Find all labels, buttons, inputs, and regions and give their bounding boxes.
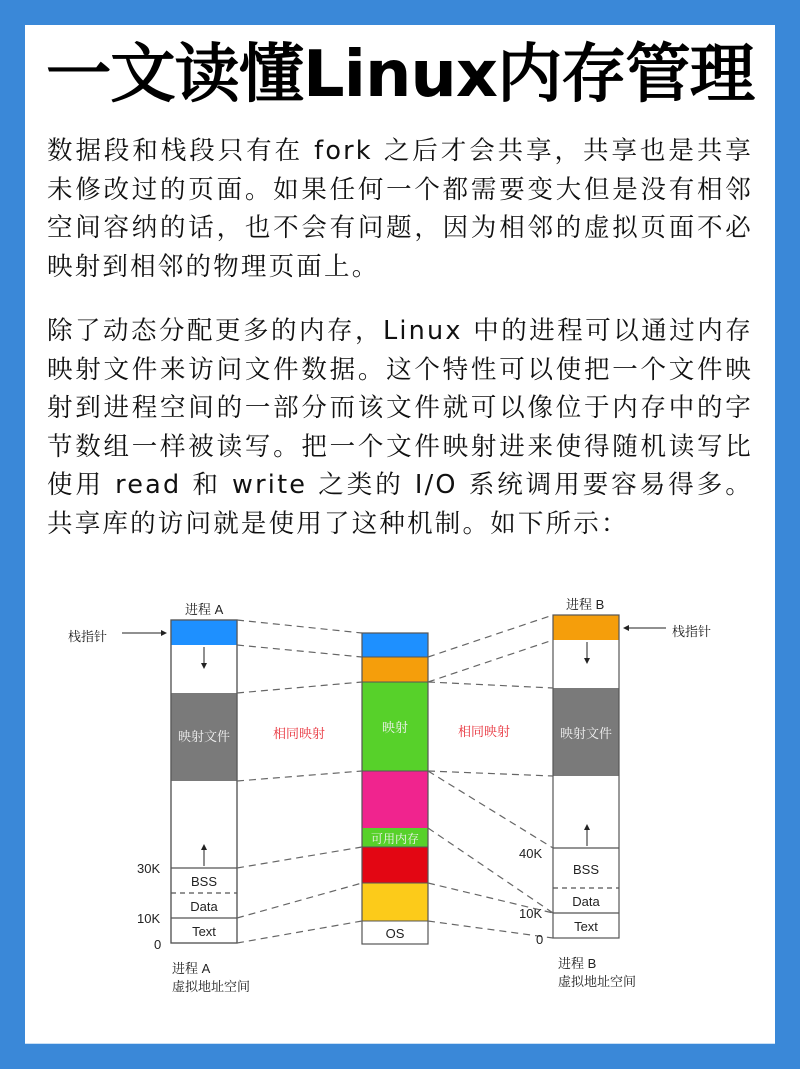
process-a-column (122, 620, 237, 943)
process-b-column (553, 615, 666, 938)
process-b-addr-0: 0 (536, 932, 544, 947)
same-mapping-right: 相同映射 (458, 724, 511, 739)
physical-mapping-label: 映射 (381, 720, 408, 735)
paragraph-2: 除了动态分配更多的内存，Linux 中的进程可以通过内存映射文件来访问文件数据。这个特性可以使把一个文件映射到进程空间的一部分而该文件就可以像位于内存中的字节数组一样被读写。把一个文件映射进来使得随机读写比使用 read 和 write 之类的 I/O 系统调用要容易得多。共享库的访问就是使用了这种机制。如下所示： (47, 316, 753, 539)
page-title: 一文读懂Linux内存管理 (45, 38, 755, 112)
connectors-b (428, 615, 553, 938)
paragraph-1: 数据段和栈段只有在 fork 之后才会共享，共享也是共享未修改过的页面。如果任何一个都需要变大但是没有相邻空间容纳的话，也不会有问题，因为相邻的虚拟页面不必映射到相邻的物理页面上。 (47, 136, 753, 282)
process-a-stack-pointer-label: 栈指针 (68, 629, 108, 644)
physical-memory-column (362, 633, 428, 944)
process-b-data: Data (572, 894, 600, 909)
process-b-caption-1: 进程 B (558, 956, 597, 971)
process-a-caption-1: 进程 A (172, 961, 211, 976)
process-b-addr-10k: 10K (519, 906, 543, 921)
process-a-text: Text (192, 924, 216, 939)
os-label: OS (385, 926, 405, 941)
process-b-caption-2: 虚拟地址空间 (558, 974, 637, 989)
process-b-mapped-file: 映射文件 (559, 726, 612, 741)
process-a-addr-30k: 30K (137, 861, 161, 876)
process-b-addr-40k: 40K (519, 846, 543, 861)
process-a-addr-0: 0 (154, 937, 162, 952)
process-a-mapped-file: 映射文件 (177, 729, 230, 744)
free-memory-label: 可用内存 (370, 832, 419, 846)
process-b-bss: BSS (572, 862, 599, 877)
process-a-caption-2: 虚拟地址空间 (172, 979, 251, 994)
process-b-text: Text (574, 919, 598, 934)
process-a-title: 进程 A (185, 602, 224, 617)
process-a-addr-10k: 10K (137, 911, 161, 926)
process-b-stack-pointer-label: 栈指针 (672, 624, 712, 639)
process-a-data: Data (190, 899, 218, 914)
process-b-title: 进程 B (566, 597, 605, 612)
process-a-bss: BSS (190, 874, 217, 889)
connectors-a (237, 620, 362, 943)
same-mapping-left: 相同映射 (273, 726, 326, 741)
